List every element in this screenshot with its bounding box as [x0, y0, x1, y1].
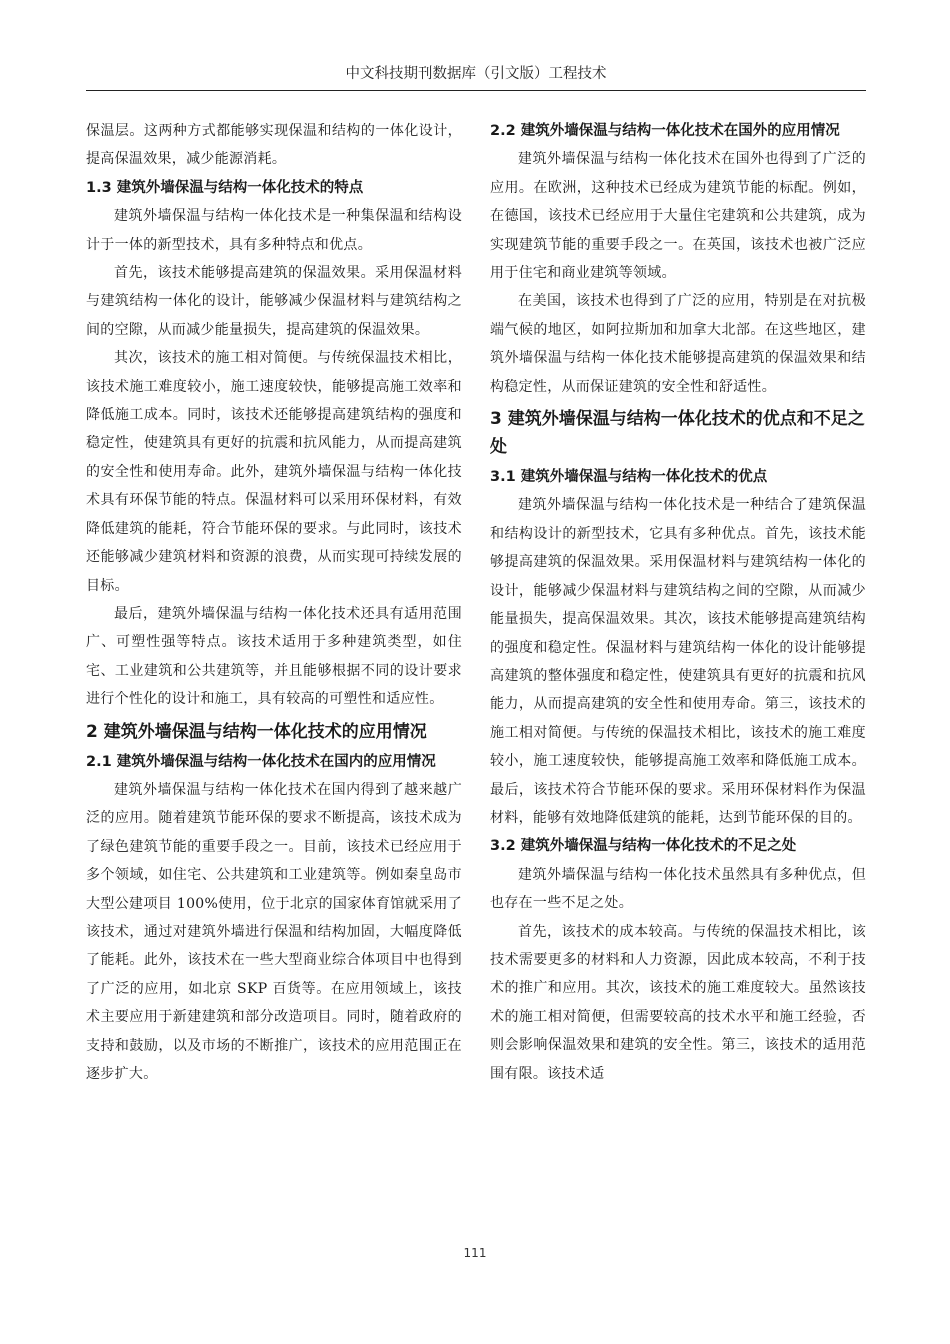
paragraph-2-1: 建筑外墙保温与结构一体化技术在国内得到了越来越广泛的应用。随着建筑节能环保的要求不断提高，该技术成为了绿色建筑节能的重要手段之一。目前，该技术已经应用于多个领域，如住宅、公共建筑和工业建筑等。例如秦皇岛市大型公建项目 100%使用，位于北京的国家体育馆就采用了该技术，通过对建筑外墙进行保温和结构加固，大幅度降低了能耗。此外，该技术在一些大型商业综合体项目中也得到了广泛的应用，如北京 SKP 百货等。在应用领域上，该技术主要应用于新建建筑和部分改造项目。同时，随着政府的支持和鼓励，以及市场的不断推广，该技术的应用范围正在逐步扩大。: [86, 781, 462, 1082]
left-column: [86, 117, 462, 1088]
heading-2-2: 2.2 建筑外墙保温与结构一体化技术在国外的应用情况: [490, 123, 840, 139]
paragraph-3-2-first: 首先，该技术的成本较高。与传统的保温技术相比，该技术需要更多的材料和人力资源，因此成本较高，不利于技术的推广和应用。其次，该技术的施工难度较大。虽然该技术的施工相对简便，但需要较高的技术水平和施工经验，否则会影响保温效果和建筑的安全性。第三，该技术的适用范围有限。该技术适: [490, 923, 866, 1082]
paragraph-2-2-europe: 建筑外墙保温与结构一体化技术在国外也得到了广泛的应用。在欧洲，这种技术已经成为建筑节能的标配。例如，在德国，该技术已经应用于大量住宅建筑和公共建筑，成为实现建筑节能的重要手段之一。在英国，该技术也被广泛应用于住宅和商业建筑等领域。: [490, 151, 866, 282]
heading-1-3: 1.3 建筑外墙保温与结构一体化技术的特点: [86, 179, 364, 196]
heading-3-1: 3.1 建筑外墙保温与结构一体化技术的优点: [490, 469, 768, 486]
paragraph-2-2-usa: 在美国，该技术也得到了广泛的应用，特别是在对抗极端气候的地区，如阿拉斯加和加拿大北部。在这些地区，建筑外墙保温与结构一体化技术能够提高建筑的保温效果和结构稳定性，从而保证建筑的安全性和舒适性。: [490, 293, 866, 395]
paragraph-1-3-last: 最后，建筑外墙保温与结构一体化技术还具有适用范围广、可塑性强等特点。该技术适用于多种建筑类型，如住宅、工业建筑和公共建筑等，并且能够根据不同的设计要求进行个性化的设计和施工，具有较高的可塑性和适应性。: [86, 605, 462, 708]
header-divider: [86, 90, 866, 91]
page-number: 111: [463, 1246, 487, 1260]
heading-2: 2 建筑外墙保温与结构一体化技术的应用情况: [86, 721, 427, 742]
paragraph-continued: 保温层。这两种方式都能够实现保温和结构的一体化设计，提高保温效果，减少能源消耗。: [86, 123, 462, 168]
heading-3: 3 建筑外墙保温与结构一体化技术的优点和不足之处: [490, 409, 865, 458]
heading-2-1: 2.1 建筑外墙保温与结构一体化技术在国内的应用情况: [86, 753, 436, 770]
paragraph-1-3-intro: 建筑外墙保温与结构一体化技术是一种集保温和结构设计于一体的新型技术，具有多种特点和优点。: [86, 208, 462, 253]
right-column: [490, 117, 866, 1088]
paragraph-3-2-intro: 建筑外墙保温与结构一体化技术虽然具有多种优点，但也存在一些不足之处。: [490, 866, 866, 912]
heading-3-2: 3.2 建筑外墙保温与结构一体化技术的不足之处: [490, 838, 797, 855]
paragraph-3-1: 建筑外墙保温与结构一体化技术是一种结合了建筑保温和结构设计的新型技术，它具有多种优点。首先，该技术能够提高建筑的保温效果。采用保温材料与建筑结构一体化的设计，能够减少保温材料与建筑结构之间的空隙，从而减少能量损失，提高保温效果。其次，该技术能够提高建筑结构的强度和稳定性。保温材料与建筑结构一体化的设计能够提高建筑的整体强度和稳定性，使建筑具有更好的抗震和抗风能力，从而提高建筑的安全性和使用寿命。第三，该技术的施工相对简便。与传统的保温技术相比，该技术的施工难度较小，施工速度较快，能够提高施工效率和降低施工成本。最后，该技术符合节能环保的要求。采用环保材料作为保温材料，能够有效地降低建筑的能耗，达到节能环保的目的。: [490, 497, 866, 826]
paragraph-1-3-second: 其次，该技术的施工相对简便。与传统保温技术相比，该技术施工难度较小，施工速度较快，能够提高施工效率和降低施工成本。同时，该技术还能够提高建筑结构的强度和稳定性，使建筑具有更好的抗震和抗风能力，从而提高建筑的安全性和使用寿命。此外，建筑外墙保温与结构一体化技术具有环保节能的特点。保温材料可以采用环保材料，有效降低建筑的能耗，符合节能环保的要求。与此同时，该技术还能够减少建筑材料和资源的浪费，从而实现可持续发展的目标。: [86, 350, 462, 594]
paragraph-1-3-first: 首先，该技术能够提高建筑的保温效果。采用保温材料与建筑结构一体化的设计，能够减少保温材料与建筑结构之间的空隙，从而减少能量损失，提高建筑的保温效果。: [86, 265, 462, 338]
running-header: 中文科技期刊数据库（引文版）工程技术: [345, 66, 607, 82]
